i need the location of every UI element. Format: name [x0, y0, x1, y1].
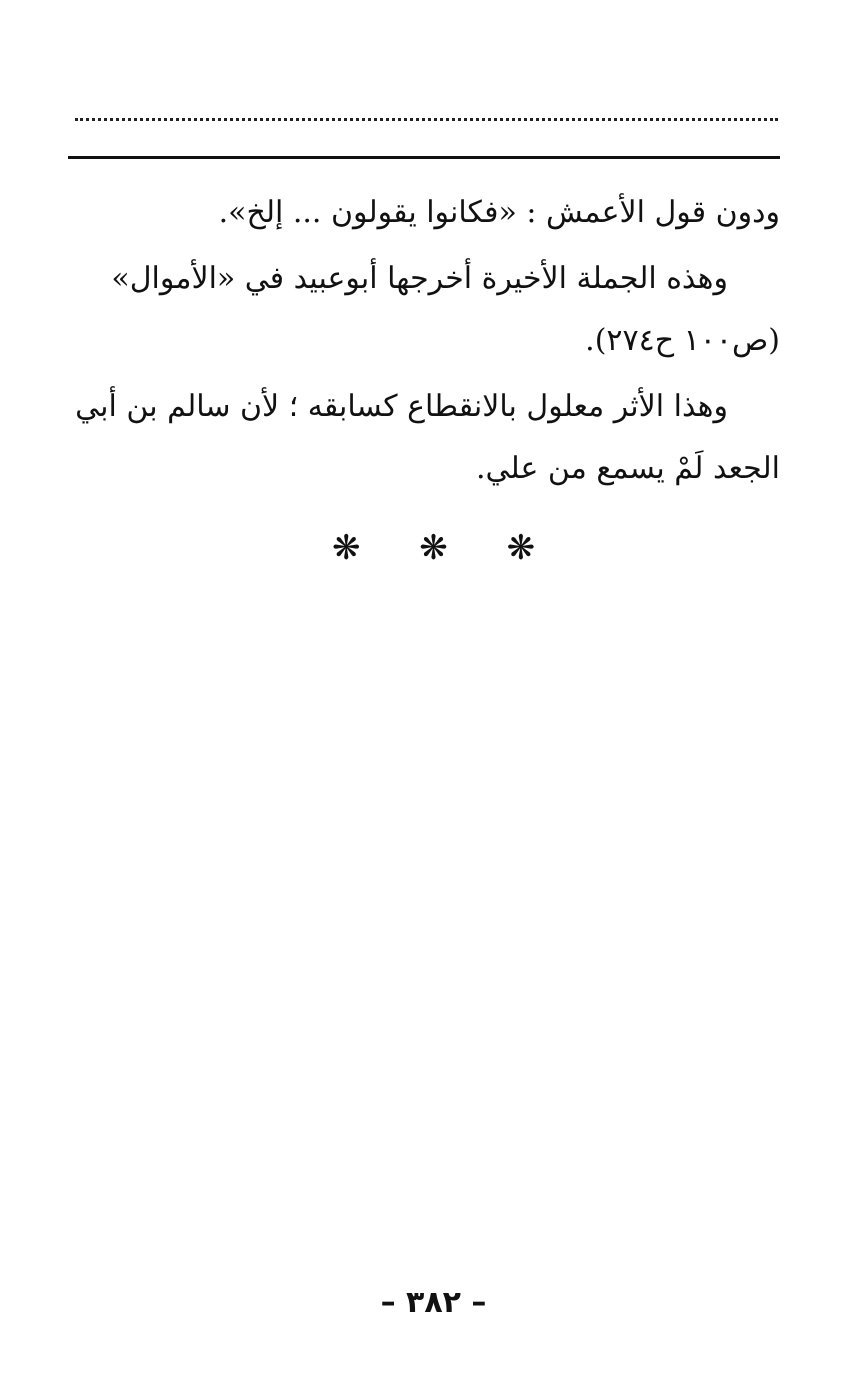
section-separator-stars: [0, 528, 867, 568]
paragraph-1: ودون قول الأعمش : «فكانوا يقولون ... إلخ».: [218, 195, 780, 230]
star-ornament-icon: ❋: [419, 528, 448, 568]
paragraph-3: وهذا الأثر معلول بالانقطاع كسابقه ؛ لأن سالم بن أبي الجعد لَمْ يسمع من علي.: [75, 389, 780, 486]
footnote-body: [68, 182, 780, 504]
dotted-divider: [75, 118, 778, 121]
star-ornament-icon: ❋: [506, 528, 536, 568]
star-ornament-icon: ❋: [331, 528, 361, 568]
page-number: – ٣٨٢ –: [380, 1285, 487, 1320]
paragraph-2: وهذه الجملة الأخيرة أخرجها أبوعبيد في «الأموال» (ص١٠٠ ح٢٧٤).: [111, 261, 780, 358]
footnote-separator-line: [68, 156, 780, 159]
